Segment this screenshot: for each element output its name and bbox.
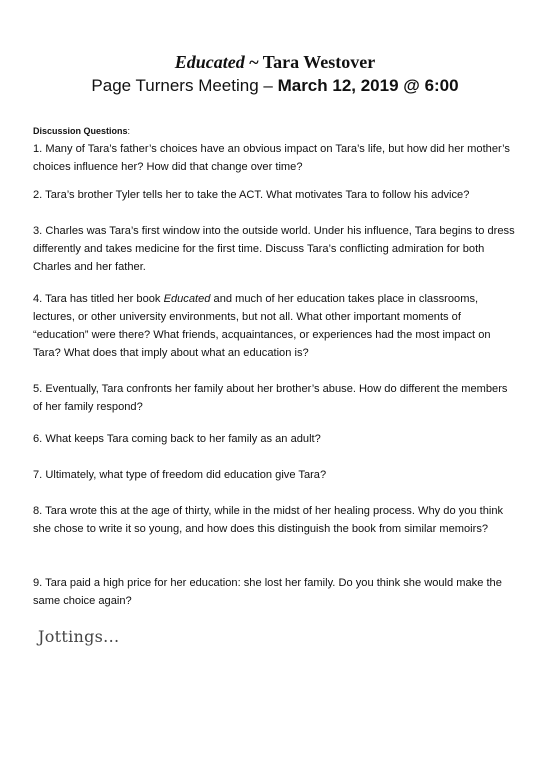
question-number: 5. — [33, 383, 43, 395]
question-6 — [33, 430, 517, 448]
book-title-italic: Educated — [163, 293, 211, 305]
question-text-start: Tara has titled her book — [45, 293, 164, 305]
book-title: Educated — [174, 52, 245, 72]
question-text: Charles was Tara’s first window into the outside world. Under his influence, Tara begins to dress differently and takes medicine for the first time. Discuss Tara’s conflicting admiration for both Charles and her father. — [33, 225, 515, 273]
question-number: 2. — [33, 189, 43, 201]
discussion-questions-heading — [33, 126, 130, 136]
question-8 — [33, 502, 517, 538]
question-number: 8. — [33, 505, 43, 517]
question-7 — [33, 466, 517, 484]
document-title — [0, 52, 550, 72]
question-text: Tara wrote this at the age of thirty, while in the midst of her healing process. Why do you think she chose to write it so young, and how does this distinguish the book from similar memoirs? — [33, 505, 504, 535]
author-name: Tara Westover — [262, 52, 376, 72]
section-heading-colon: : — [127, 126, 131, 136]
question-number: 7. — [33, 469, 43, 481]
question-number: 1. — [33, 143, 43, 155]
question-text: Eventually, Tara confronts her family about her brother’s abuse. How do different the members of her family respond? — [33, 383, 508, 413]
question-text-end: and much of her education takes place in classrooms, lectures, or other university environments, but not all. What other important moments of “education” were there? What friends, acquaintances, or experiences had the most impact on Tara? What does that imply about what an education is? — [33, 293, 491, 359]
question-number: 3. — [33, 225, 43, 237]
question-number: 4. — [33, 293, 43, 305]
question-number: 9. — [33, 577, 43, 589]
jottings-label: Jottings... — [38, 627, 120, 646]
question-1 — [33, 140, 517, 176]
meeting-date: March 12, 2019 @ 6:00 — [277, 76, 459, 95]
question-4 — [33, 290, 517, 362]
question-text: Many of Tara’s father’s choices have an obvious impact on Tara’s life, but how did her mother’s choices influence her? How did that change over time? — [33, 143, 510, 173]
meeting-info — [0, 76, 550, 96]
section-heading: Discussion Questions — [33, 126, 128, 136]
question-3 — [33, 222, 517, 276]
title-separator: ~ — [244, 52, 263, 72]
question-9 — [33, 574, 517, 610]
question-2 — [33, 186, 517, 204]
question-text: Ultimately, what type of freedom did education give Tara? — [45, 469, 327, 481]
meeting-label: Page Turners Meeting – — [91, 76, 278, 95]
question-5 — [33, 380, 517, 416]
question-number: 6. — [33, 433, 43, 445]
question-text: Tara’s brother Tyler tells her to take the ACT. What motivates Tara to follow his advice? — [45, 189, 470, 201]
question-text: What keeps Tara coming back to her family as an adult? — [45, 433, 321, 445]
question-text: Tara paid a high price for her education: she lost her family. Do you think she would make the same choice again? — [33, 577, 502, 607]
